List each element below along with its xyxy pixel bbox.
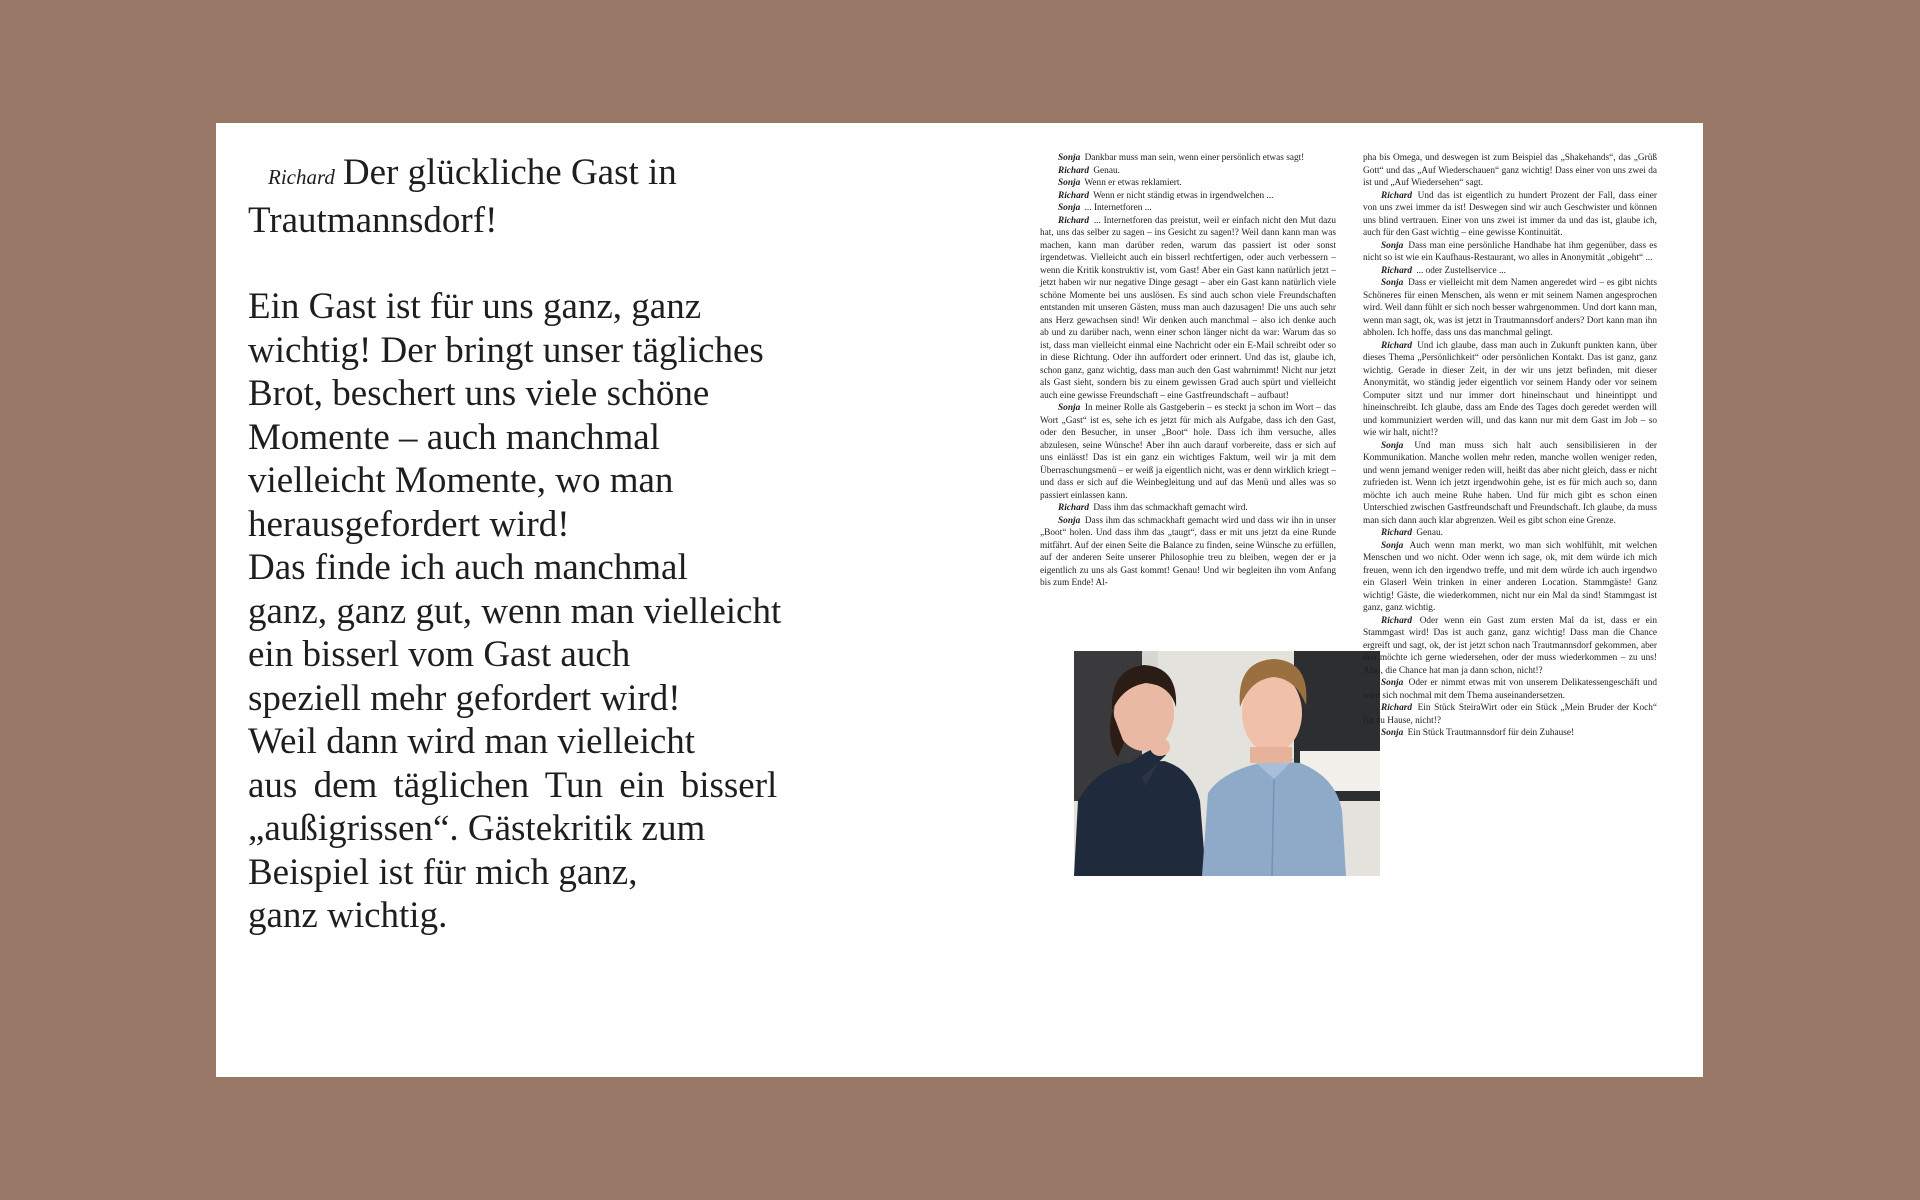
dialogue-line bbox=[1363, 152, 1657, 190]
dialogue-line bbox=[1363, 702, 1657, 727]
dialogue-text: Und ich glaube, dass man auch in Zukunft punkten kann, über dieses Thema „Persönlichkeit“ oder persönlichen Kontakt. Das ist ganz, ganz wichtig. Gerade in dieser Zeit, in der wir uns jetzt befinden, mit dieser Anonymität, wo ständig jeder eigentlich vor seinem Handy oder vor seinem Computer sitzt und nur immer dort hineinschaut und hineintippt und hineinschreibt. Ich glaube, dass am Ende des Tages doch geredet werden will und kommuniziert werden will, und das kann nur mit dem Gast im Job – so wie wir halt, nicht!? bbox=[1363, 340, 1658, 438]
quote-line: speziell mehr gefordert wird! bbox=[248, 677, 681, 719]
photo-illustration bbox=[1074, 651, 1380, 876]
quote-line: aus dem täglichen Tun ein bisserl bbox=[248, 764, 778, 806]
pull-quote-block bbox=[248, 151, 898, 938]
quote-line: „außigrissen“. Gästekritik zum bbox=[248, 808, 706, 849]
dialogue-text: Und das ist eigentlich zu hundert Prozent der Fall, dass einer von uns zwei immer da ist! Deswegen sind wir auch Geschwister und können uns blind vertrauen. Einer von uns zwei ist immer da und das ist, glaube ich, auch für den Gast wichtig – eine gewisse Kontinuität. bbox=[1363, 190, 1657, 238]
quote-line: Brot, beschert uns viele schöne bbox=[248, 373, 710, 414]
quote-line: Weil dann wird man vielleicht bbox=[248, 721, 696, 762]
speaker-name: Sonja bbox=[1058, 203, 1081, 213]
speaker-name: Sonja bbox=[1058, 515, 1081, 526]
dialogue-line bbox=[1040, 152, 1336, 165]
dialogue-line bbox=[1363, 527, 1657, 540]
dialogue-text: Oder wenn ein Gast zum ersten Mal da ist, dass er ein Stammgast wird! Das ist auch ganz, ganz wichtig! Dass man die Chance ergreift und sagt, ok, der ist jetzt schon nach Trautmannsdorf gekommen, aber den möchte ich gerne wiedersehen, oder der muss wiederkommen – zu uns! Also, die Chance hat man ja dann schon, nicht!? bbox=[1363, 615, 1657, 676]
speaker-name: Sonja bbox=[1381, 278, 1404, 288]
dialogue-line bbox=[1040, 177, 1336, 190]
interview-column-2 bbox=[1363, 152, 1657, 740]
dialogue-line bbox=[1040, 502, 1336, 515]
speaker-name: Richard bbox=[1058, 165, 1089, 176]
speaker-name: Richard bbox=[1381, 615, 1412, 626]
speaker-name: Sonja bbox=[1381, 728, 1404, 738]
headline-line-2: Trautmannsdorf! bbox=[248, 200, 498, 241]
dialogue-line bbox=[1040, 165, 1336, 178]
speaker-name: Sonja bbox=[1058, 153, 1081, 163]
dialogue-line bbox=[1363, 440, 1657, 528]
dialogue-text: Auch wenn man merkt, wo man sich wohlfühlt, mit welchen Menschen und wo nicht. Oder wenn ich sage, ok, mit dem würde ich mich freuen, wenn ich den irgendwo treffe, und mit dem würde ich auch irgendwo ein Glaserl Wein trinken in einer anderen Location. Stammgäste! Ganz wichtig! Gäste, die wiederkommen, nicht nur ein Mal da sind! Stammgast ist ganz, ganz wichtig. bbox=[1363, 540, 1658, 613]
speaker-name: Richard bbox=[1381, 528, 1412, 538]
speaker-name: Sonja bbox=[1381, 540, 1404, 551]
dialogue-line bbox=[1040, 215, 1336, 403]
dialogue-text: Ein Stück Trautmannsdorf für dein Zuhause! bbox=[1407, 728, 1575, 738]
speaker-name: Richard bbox=[1381, 340, 1412, 351]
quote-line: ganz, ganz gut, wenn man vielleicht bbox=[248, 590, 782, 632]
interview-column-1 bbox=[1040, 152, 1336, 590]
dialogue-text: Wenn er nicht ständig etwas in irgendwelchen ... bbox=[1093, 190, 1274, 201]
dialogue-line bbox=[1363, 727, 1657, 740]
dialogue-line bbox=[1363, 677, 1657, 702]
dialogue-line bbox=[1363, 615, 1657, 678]
dialogue-text: Dass ihm das schmackhaft gemacht wird. bbox=[1093, 503, 1248, 513]
dialogue-text: Dass er vielleicht mit dem Namen angeredet wird – es gibt nichts Schöneres für einen Menschen, als wenn er mit seinem Namen angesprochen wird. Weil dann fühlt er sich noch besser wahrgenommen. Und dort kann man, wenn man sagt, ok, was ist jetzt in Trautmannsdorf anders? Dort kann man ihn abholen. Ich hoffe, dass uns das manchmal gelingt. bbox=[1363, 278, 1657, 338]
dialogue-line bbox=[1040, 515, 1336, 590]
dialogue-text: ... oder Zustellservice ... bbox=[1416, 265, 1506, 276]
dialogue-line bbox=[1363, 240, 1657, 265]
headline bbox=[248, 151, 898, 243]
dialogue-line bbox=[1040, 402, 1336, 502]
headline-line-1: Der glückliche Gast in bbox=[342, 152, 677, 193]
dialogue-text: Und man muss sich halt auch sensibilisieren in der Kommunikation. Manche wollen mehr reden, manche wollen weniger reden, und wenn jemand weniger reden will, heißt das aber nicht gleich, dass er nicht zufrieden ist. Wenn ich jetzt irgendwohin gehe, ist es für mich auch so, dann möchte ich auch meine Ruhe haben. Und für mich gibt es schon einen Unterschied zwischen Gastfreundschaft und Freundschaft. Ich glaube, da muss man sich dann auch klar abgrenzen. Weil es gibt schon eine Grenze. bbox=[1363, 440, 1658, 526]
quote-line: herausgefordert wird! bbox=[248, 503, 570, 545]
quote-line: Ein Gast ist für uns ganz, ganz bbox=[248, 286, 702, 327]
dialogue-text: Dass ihm das schmackhaft gemacht wird und dass wir ihn in unser „Boot“ holen. Und dass ihm das „taugt“, dass er mit uns jetzt da eine Runde mitfährt. Auf der einen Seite die Balance zu finden, seine Wünsche zu erfüllen, auf der anderen Seite unserer Philosophie treu zu bleiben, wegen der er ja eigentlich zu uns als Gast kommt! Genau! Und wir begleiten ihn vom Anfang bis zum Ende! Al- bbox=[1040, 515, 1337, 588]
interview-photo bbox=[1074, 651, 1380, 876]
quote-line: ganz wichtig. bbox=[248, 895, 448, 936]
dialogue-line bbox=[1363, 340, 1657, 440]
dialogue-text: pha bis Omega, und deswegen ist zum Beispiel das „Shakehands“, das „Grüß Gott“ und das „Auf Wiederschauen“ ganz wichtig! Dass einer von uns zwei da ist und „Auf Wiedersehen“ sagt. bbox=[1363, 153, 1657, 188]
headline-speaker: Richard bbox=[268, 165, 335, 189]
speaker-name: Sonja bbox=[1381, 678, 1404, 688]
dialogue-text: Dankbar muss man sein, wenn einer persönlich etwas sagt! bbox=[1084, 153, 1305, 163]
dialogue-text: ... Internetforen das preistut, weil er einfach nicht den Mut dazu hat, uns das selber zu sagen – ins Gesicht zu sagen!? Weil dann kann man was machen, kann man darüber reden, warum das passiert ist oder sonst irgendetwas. Vielleicht auch ein bisserl rechtfertigen, oder auch verbessern – wenn die Kritik konstruktiv ist, vom Gast! Aber ein Gast kann natürlich jetzt – jetzt haben wir nur negative Dinge gesagt – aber ein Gast kann natürlich viele schöne Momente bei uns auslösen. Es sind auch schon viele Freundschaften entstanden mit unseren Gästen, muss man auch dazusagen! Die uns auch sehr ans Herz gewachsen sind! Wir denken auch manchmal – also ich denke auch ab und zu darüber nach, wenn einer schon länger nicht da war: Warum das so ist, dass man vielleicht einmal eine Nachricht oder ein E-Mail schreibt oder so in diese Richtung. Oder ihn auffordert oder erinnert. Und das ist, glaube ich, schon ganz, ganz wichtig, dass man auch den Gast wahrnimmt! Nicht nur jetzt als Gast sieht, sondern bis zu einem gewissen Grad auch spürt und vielleicht auch eine gewisse Freundschaft – eine Gastfreundschaft – aufbaut! bbox=[1040, 215, 1336, 401]
dialogue-line bbox=[1040, 190, 1336, 203]
dialogue-text: Ein Stück SteiraWirt oder ein Stück „Mein Bruder der Koch“ für zu Hause, nicht!? bbox=[1363, 703, 1657, 726]
dialogue-line bbox=[1363, 265, 1657, 278]
dialogue-text: Oder er nimmt etwas mit von unserem Delikatessengeschäft und wird sich nochmal mit dem Thema auseinandersetzen. bbox=[1363, 678, 1658, 701]
dialogue-text: Dass man eine persönliche Handhabe hat ihm gegenüber, dass es nicht so ist wie ein Kaufhaus-Restaurant, wo alles in Anonymität „obigeht“ ... bbox=[1363, 240, 1657, 263]
speaker-name: Sonja bbox=[1058, 178, 1081, 188]
speaker-name: Richard bbox=[1381, 190, 1412, 201]
dialogue-line bbox=[1363, 277, 1657, 340]
dialogue-text: ... Internetforen ... bbox=[1084, 203, 1152, 213]
speaker-name: Sonja bbox=[1381, 440, 1404, 451]
speaker-name: Sonja bbox=[1381, 240, 1404, 251]
dialogue-line bbox=[1040, 202, 1336, 215]
dialogue-text: Genau. bbox=[1093, 165, 1120, 176]
dialogue-text: Genau. bbox=[1416, 528, 1443, 538]
quote-line: Das finde ich auch manchmal bbox=[248, 547, 688, 588]
speaker-name: Sonja bbox=[1058, 403, 1081, 413]
quote-line: Beispiel ist für mich ganz, bbox=[248, 851, 638, 893]
quote-line: wichtig! Der bringt unser tägliches bbox=[248, 329, 764, 371]
dialogue-line bbox=[1363, 190, 1657, 240]
speaker-name: Richard bbox=[1058, 215, 1089, 226]
quote-line: ein bisserl vom Gast auch bbox=[248, 634, 631, 675]
quote-line: vielleicht Momente, wo man bbox=[248, 460, 674, 501]
speaker-name: Richard bbox=[1381, 265, 1412, 276]
dialogue-text: In meiner Rolle als Gastgeberin – es steckt ja schon im Wort – das Wort „Gast“ ist es, sehe ich es jetzt für mich als Aufgabe, dass ich den Gast, oder den Besucher, in unser „Boot“ hole. Dass ich ihm versuche, alles abzulesen, seine Wünsche! Aber ihn auch darauf vorbereite, dass er sich auf uns einlässt! Das ist ein ganz ein wichtiges Faktum, weil wir ja mit dem Überraschungsmenü – er weiß ja eigentlich nicht, was er denn wirklich kriegt – und dass er sich auf die Weinbegleitung und auf das Menü und alles was so passiert einlassen kann. bbox=[1040, 403, 1336, 501]
speaker-name: Richard bbox=[1058, 190, 1089, 201]
speaker-name: Richard bbox=[1381, 703, 1412, 713]
dialogue-text: Wenn er etwas reklamiert. bbox=[1084, 178, 1182, 188]
quote-line: Momente – auch manchmal bbox=[248, 416, 661, 458]
speaker-name: Richard bbox=[1058, 503, 1089, 513]
pull-quote bbox=[248, 285, 898, 938]
magazine-spread bbox=[216, 123, 1703, 1077]
dialogue-line bbox=[1363, 540, 1657, 615]
